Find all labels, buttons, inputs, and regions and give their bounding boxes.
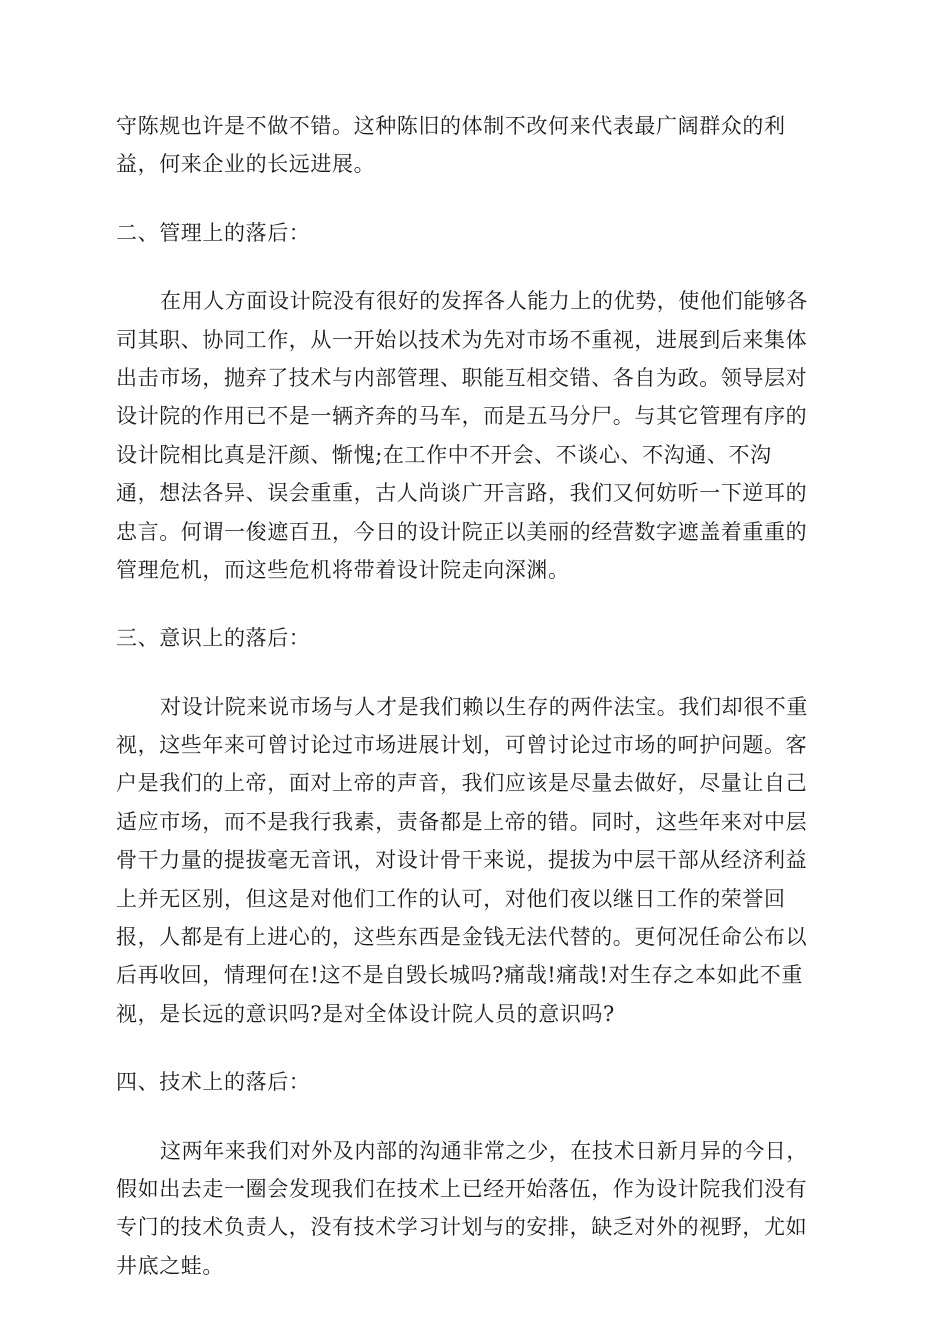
section-heading-management: 二、管理上的落后： bbox=[116, 220, 311, 245]
paragraph-line: 视，这些年来可曾讨论过市场进展计划，可曾讨论过市场的呵护问题。客 bbox=[116, 733, 808, 758]
paragraph-line: 视，是长远的意识吗?是对全体设计院人员的意识吗? bbox=[116, 1001, 615, 1026]
paragraph-line: 假如出去走一圈会发现我们在技术上已经开始落伍，作为设计院我们没有 bbox=[116, 1176, 808, 1201]
paragraph-gap bbox=[116, 1033, 836, 1063]
paragraph-gap bbox=[116, 252, 836, 282]
paragraph-line: 设计院的作用已不是一辆齐奔的马车，而是五马分尸。与其它管理有序的 bbox=[116, 404, 808, 429]
awareness-paragraph bbox=[116, 688, 836, 1034]
paragraph-line: 对设计院来说市场与人才是我们赖以生存的两件法宝。我们却很不重 bbox=[160, 694, 808, 719]
paragraph-line: 设计院相比真是汗颜、惭愧;在工作中不开会、不谈心、不沟通、不沟 bbox=[116, 442, 772, 467]
paragraph-line: 在用人方面设计院没有很好的发挥各人能力上的优势，使他们能够各 bbox=[160, 289, 808, 314]
paragraph-line: 适应市场，而不是我行我素，责备都是上帝的错。同时，这些年来对中层 bbox=[116, 809, 808, 834]
section-heading-awareness: 三、意识上的落后： bbox=[116, 626, 311, 651]
technology-paragraph bbox=[116, 1132, 836, 1286]
paragraph-gap bbox=[116, 589, 836, 619]
paragraph-line: 报，人都是有上进心的，这些东西是金钱无法代替的。更何况任命公布以 bbox=[116, 925, 808, 950]
management-paragraph bbox=[116, 282, 836, 589]
paragraph-line: 上并无区别，但这是对他们工作的认可，对他们夜以继日工作的荣誉回 bbox=[116, 886, 786, 911]
paragraph-line: 后再收回，情理何在!这不是自毁长城吗?痛哉!痛哉!对生存之本如此不重 bbox=[116, 963, 803, 988]
paragraph-line: 这两年来我们对外及内部的沟通非常之少，在技术日新月异的今日， bbox=[160, 1138, 808, 1163]
paragraph-gap bbox=[116, 184, 836, 214]
section-heading-technology: 四、技术上的落后： bbox=[116, 1070, 311, 1095]
document-body bbox=[116, 107, 836, 1285]
intro-paragraph bbox=[116, 107, 836, 184]
paragraph-line: 通，想法各异、误会重重，古人尚谈广开言路，我们又何妨听一下逆耳的 bbox=[116, 481, 808, 506]
paragraph-line: 井底之蛙。 bbox=[116, 1253, 224, 1278]
paragraph-line: 益，何来企业的长远进展。 bbox=[116, 152, 376, 177]
paragraph-line: 守陈规也许是不做不错。这种陈旧的体制不改何来代表最广阔群众的利 bbox=[116, 114, 786, 138]
paragraph-line: 专门的技术负责人，没有技术学习计划与的安排，缺乏对外的视野，尤如 bbox=[116, 1215, 808, 1240]
paragraph-line: 骨干力量的提拔毫无音讯，对设计骨干来说，提拔为中层干部从经济利益 bbox=[116, 848, 808, 873]
paragraph-line: 忠言。何谓一俊遮百丑，今日的设计院正以美丽的经营数字遮盖着重重的 bbox=[116, 519, 808, 544]
paragraph-line: 司其职、协同工作，从一开始以技术为先对市场不重视，进展到后来集体 bbox=[116, 327, 808, 352]
paragraph-gap bbox=[116, 1102, 836, 1132]
paragraph-line: 户是我们的上帝，面对上帝的声音，我们应该是尽量去做好，尽量让自己 bbox=[116, 771, 808, 796]
paragraph-line: 管理危机，而这些危机将带着设计院走向深渊。 bbox=[116, 557, 570, 582]
paragraph-line: 出击市场，抛弃了技术与内部管理、职能互相交错、各自为政。领导层对 bbox=[116, 365, 808, 390]
paragraph-gap bbox=[116, 658, 836, 688]
